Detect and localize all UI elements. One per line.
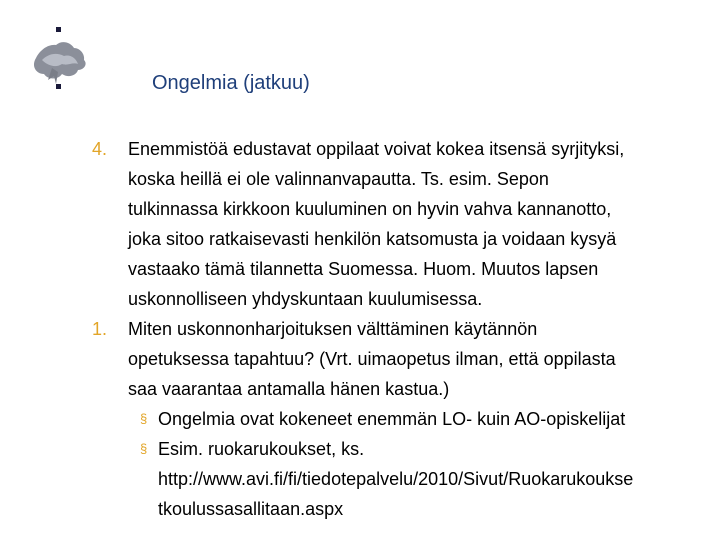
bullet-marker-icon: § [140, 441, 148, 456]
item-text-line: uskonnolliseen yhdyskuntaan kuulumisessa. [128, 289, 483, 309]
bullet-item [92, 404, 702, 434]
item-text-line: joka sitoo ratkaisevasti henkilön katsomusta ja voidaan kysyä [128, 229, 617, 249]
slide-body [92, 134, 702, 524]
bullet-marker-icon: § [140, 411, 148, 426]
item-text-line: koska heillä ei ole valinnanvapautta. Ts. esim. Sepon [128, 169, 549, 189]
bullet-link-text: tkoulussasallitaan.aspx [158, 499, 344, 519]
bullet-link-text: http://www.avi.fi/fi/tiedotepalvelu/2010/Sivut/Ruokarukoukse [158, 469, 634, 489]
item-text-line: Enemmistöä edustavat oppilaat voivat kokea itsensä syrjityksi, [128, 139, 625, 159]
item-text-line: saa vaarantaa antamalla hänen kastua.) [128, 379, 450, 399]
university-seal-icon [22, 24, 92, 100]
item-text-line: Miten uskonnonharjoituksen välttäminen käytännön [128, 319, 538, 339]
item-text-line: vastaako tämä tilannetta Suomessa. Huom. Muutos lapsen [128, 259, 599, 279]
bullet-text-line: Ongelmia ovat kokeneet enemmän LO- kuin AO-opiskelijat [158, 409, 626, 429]
bullet-text-line: Esim. ruokarukoukset, ks. [158, 439, 365, 459]
numbered-item [92, 134, 702, 314]
numbered-item [92, 314, 702, 404]
item-text-line: opetuksessa tapahtuu? (Vrt. uimaopetus ilman, että oppilasta [128, 349, 616, 369]
item-number: 4. [92, 139, 108, 159]
item-number: 1. [92, 319, 108, 339]
item-text-line: tulkinnassa kirkkoon kuuluminen on hyvin vahva kannanotto, [128, 199, 612, 219]
bullet-item [92, 434, 702, 524]
slide-title: Ongelmia (jatkuu) [152, 72, 310, 94]
